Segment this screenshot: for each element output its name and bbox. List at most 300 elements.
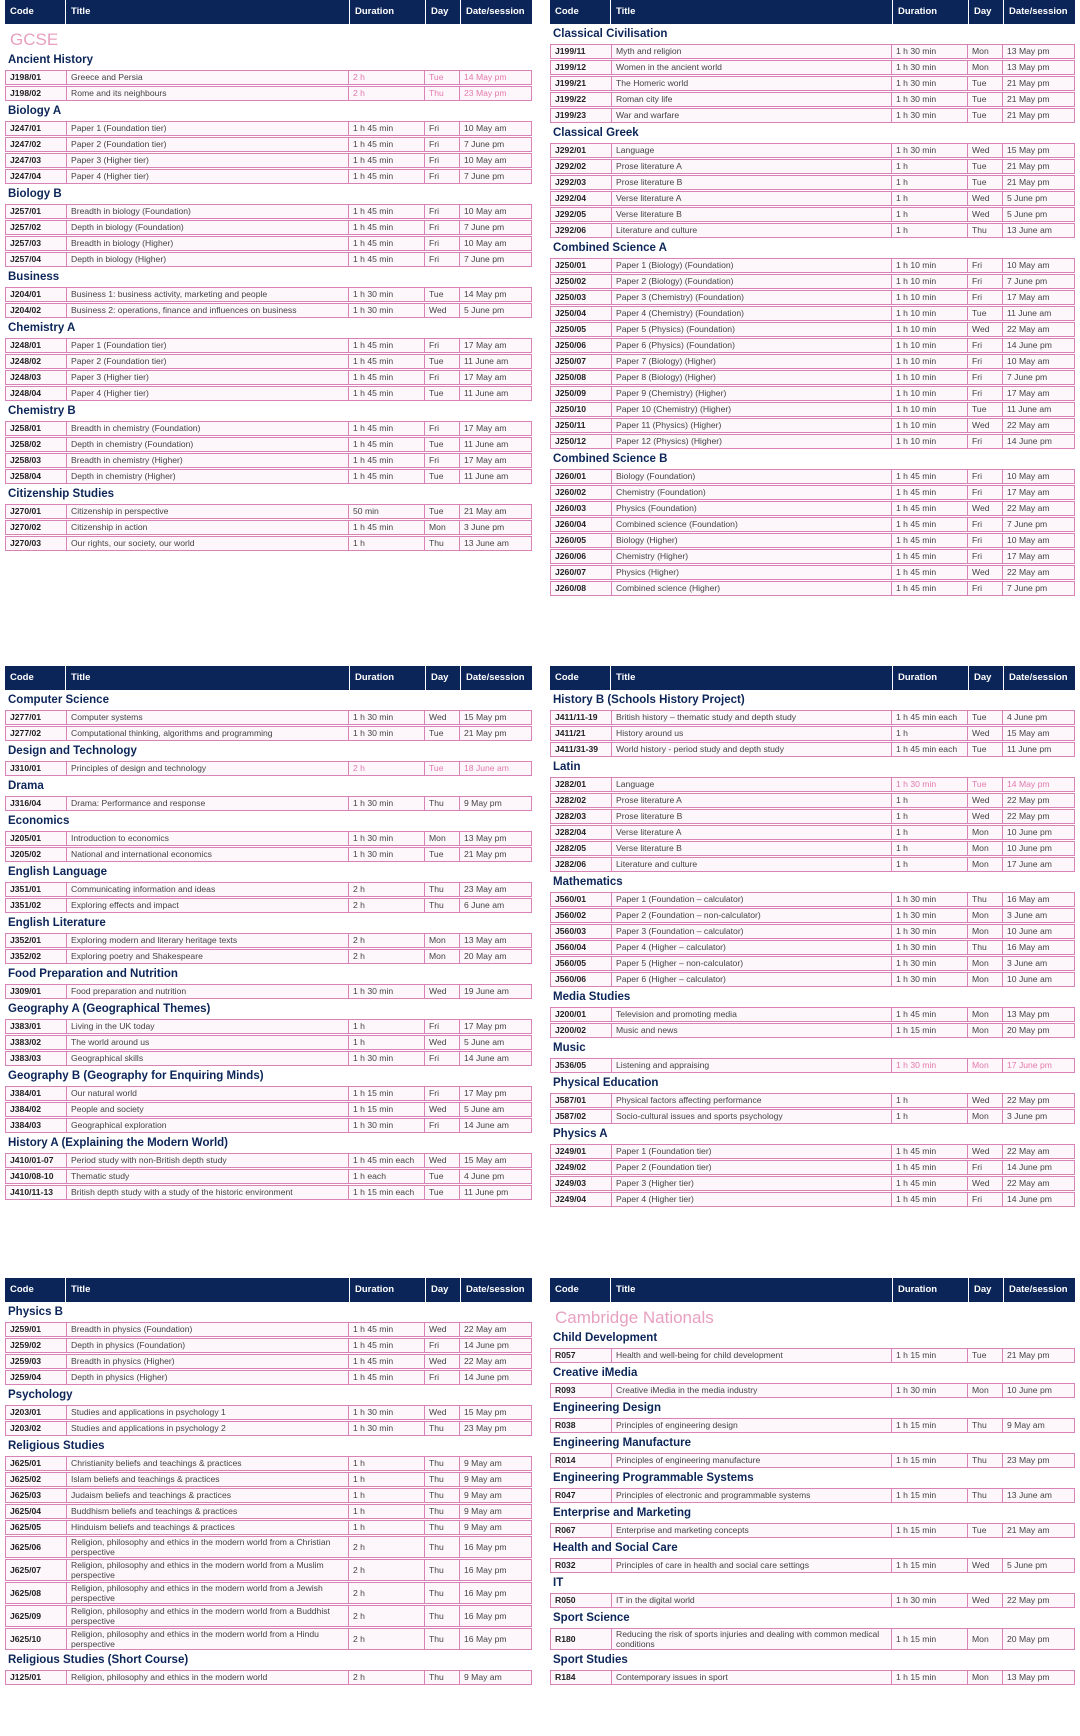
table-row bbox=[5, 882, 532, 897]
cell-day: Mon bbox=[424, 521, 459, 534]
cell-dur: 1 h 45 min bbox=[348, 371, 424, 384]
cell-day: Wed bbox=[424, 1323, 459, 1336]
cell-code: J250/11 bbox=[555, 420, 586, 430]
table-row bbox=[550, 207, 1075, 222]
cell-dur: 1 h 10 min bbox=[891, 275, 967, 288]
cell-date: 21 May pm bbox=[1002, 109, 1074, 122]
cell-code: J199/22 bbox=[555, 94, 587, 104]
cell-dur: 1 h 45 min bbox=[891, 534, 967, 547]
cell-day: Tue bbox=[424, 71, 459, 84]
cell-date: 16 May am bbox=[1002, 893, 1074, 906]
table-row bbox=[550, 940, 1075, 955]
table-row bbox=[550, 108, 1075, 123]
cell-title: Paper 10 (Chemistry) (Higher) bbox=[611, 403, 891, 416]
cell-title: Paper 2 (Foundation tier) bbox=[66, 355, 348, 368]
cell-title: Language bbox=[611, 144, 891, 157]
cell-code: J270/02 bbox=[10, 522, 42, 532]
cell-date: 18 June am bbox=[459, 762, 531, 775]
cell-date: 10 May am bbox=[459, 205, 531, 218]
cell-title: Hinduism beliefs and teachings & practices bbox=[66, 1521, 348, 1534]
cell-title: Roman city life bbox=[611, 93, 891, 106]
table-row bbox=[550, 892, 1075, 907]
subject-title: Health and Social Care bbox=[553, 1542, 678, 1554]
table-row bbox=[5, 933, 532, 948]
cell-title: British history – thematic study and depth study bbox=[611, 711, 891, 724]
subject-title: Engineering Programmable Systems bbox=[553, 1472, 754, 1484]
cell-dur: 1 h 45 min bbox=[348, 1355, 424, 1368]
subject-title: Religious Studies (Short Course) bbox=[8, 1654, 189, 1666]
cell-date: 14 May pm bbox=[459, 71, 531, 84]
cell-code: J536/05 bbox=[555, 1060, 587, 1070]
cell-title: Depth in biology (Higher) bbox=[66, 253, 348, 266]
cell-dur: 2 h bbox=[348, 934, 424, 947]
cell-code: J260/05 bbox=[555, 535, 587, 545]
table-row bbox=[550, 1007, 1075, 1022]
cell-dur: 1 h 15 min bbox=[891, 1024, 967, 1037]
cell-dur: 1 h bbox=[891, 1110, 967, 1123]
cell-dur: 1 h 45 min bbox=[891, 550, 967, 563]
cell-day: Tue bbox=[424, 438, 459, 451]
header-cell: Day bbox=[968, 666, 1003, 690]
cell-code: J292/03 bbox=[555, 177, 587, 187]
cell-day: Wed bbox=[424, 985, 459, 998]
timetable-panel bbox=[5, 0, 532, 552]
table-row bbox=[5, 1421, 532, 1436]
cell-code: R050 bbox=[555, 1595, 576, 1605]
cell-title: Paper 2 (Biology) (Foundation) bbox=[611, 275, 891, 288]
cell-date: 3 June pm bbox=[1002, 1110, 1074, 1123]
table-row bbox=[550, 1523, 1075, 1538]
cell-date: 11 June pm bbox=[1002, 743, 1074, 756]
header-cell: Day bbox=[968, 0, 1003, 24]
cell-code: J259/04 bbox=[10, 1372, 42, 1382]
cell-code: J260/04 bbox=[555, 519, 587, 529]
cell-day: Fri bbox=[424, 138, 459, 151]
header-cell: Code bbox=[10, 1284, 34, 1295]
cell-code: J250/12 bbox=[555, 436, 587, 446]
table-row bbox=[550, 710, 1075, 725]
cell-code: J250/10 bbox=[555, 404, 587, 414]
cell-day: Fri bbox=[967, 355, 1002, 368]
table-row bbox=[5, 1086, 532, 1101]
cell-day: Wed bbox=[967, 1559, 1002, 1572]
cell-day: Wed bbox=[424, 1406, 459, 1419]
cell-title: Rome and its neighbours bbox=[66, 87, 348, 100]
cell-day: Thu bbox=[424, 87, 459, 100]
subject-title: Combined Science B bbox=[553, 453, 668, 465]
cell-dur: 1 h 30 min bbox=[348, 711, 424, 724]
cell-dur: 1 h bbox=[891, 794, 967, 807]
cell-code: J248/04 bbox=[10, 388, 42, 398]
cell-code: J258/04 bbox=[10, 471, 42, 481]
cell-title: Introduction to economics bbox=[66, 832, 348, 845]
cell-date: 14 May pm bbox=[1002, 778, 1074, 791]
cell-dur: 1 h 45 min bbox=[348, 422, 424, 435]
cell-day: Mon bbox=[967, 957, 1002, 970]
cell-day: Wed bbox=[967, 1594, 1002, 1607]
cell-title: Physics (Foundation) bbox=[611, 502, 891, 515]
cell-day: Tue bbox=[424, 727, 459, 740]
table-row bbox=[5, 536, 532, 551]
table-row bbox=[5, 1536, 532, 1558]
cell-title: Islam beliefs and teachings & practices bbox=[66, 1473, 348, 1486]
cell-dur: 1 h 15 min bbox=[348, 1103, 424, 1116]
cell-dur: 1 h 45 min bbox=[891, 1145, 967, 1158]
cell-dur: 1 h 30 min bbox=[348, 848, 424, 861]
cell-date: 20 May am bbox=[459, 950, 531, 963]
table-row bbox=[5, 1153, 532, 1168]
cell-date: 9 May pm bbox=[459, 797, 531, 810]
cell-dur: 1 h 45 min bbox=[348, 470, 424, 483]
cell-dur: 1 h 30 min bbox=[348, 1406, 424, 1419]
cell-date: 9 May am bbox=[459, 1671, 531, 1684]
cell-dur: 1 h 30 min bbox=[891, 109, 967, 122]
cell-title: Prose literature B bbox=[611, 176, 891, 189]
cell-day: Thu bbox=[967, 893, 1002, 906]
cell-dur: 1 h bbox=[348, 537, 424, 550]
cell-day: Fri bbox=[967, 259, 1002, 272]
cell-title: Biology (Higher) bbox=[611, 534, 891, 547]
cell-code: J411/21 bbox=[555, 728, 586, 738]
cell-code: J247/01 bbox=[10, 123, 42, 133]
table-row bbox=[550, 549, 1075, 564]
cell-code: J250/09 bbox=[555, 388, 587, 398]
cell-day: Tue bbox=[424, 762, 459, 775]
header-cell: Day bbox=[968, 1278, 1003, 1302]
cell-date: 14 June pm bbox=[1002, 1161, 1074, 1174]
subject-title: Geography B (Geography for Enquiring Minds) bbox=[8, 1070, 264, 1082]
cell-title: Exploring effects and impact bbox=[66, 899, 348, 912]
cell-date: 10 June am bbox=[1002, 925, 1074, 938]
cell-date: 14 June am bbox=[459, 1052, 531, 1065]
table-row bbox=[5, 831, 532, 846]
cell-day: Fri bbox=[967, 470, 1002, 483]
cell-date: 10 May am bbox=[1002, 355, 1074, 368]
cell-day: Thu bbox=[424, 883, 459, 896]
cell-code: J260/07 bbox=[555, 567, 587, 577]
cell-dur: 1 h 10 min bbox=[891, 291, 967, 304]
cell-day: Mon bbox=[967, 1059, 1002, 1072]
table-row bbox=[550, 223, 1075, 238]
cell-day: Thu bbox=[424, 1537, 459, 1557]
cell-day: Mon bbox=[967, 858, 1002, 871]
table-row bbox=[550, 338, 1075, 353]
cell-day: Fri bbox=[424, 205, 459, 218]
cell-date: 21 May pm bbox=[1002, 1349, 1074, 1362]
table-row bbox=[5, 1019, 532, 1034]
cell-code: J257/03 bbox=[10, 238, 42, 248]
cell-date: 16 May am bbox=[1002, 941, 1074, 954]
cell-day: Thu bbox=[424, 797, 459, 810]
header-cell: Code bbox=[555, 6, 579, 17]
cell-date: 5 June pm bbox=[1002, 1559, 1074, 1572]
header-cell: Day bbox=[425, 1278, 460, 1302]
cell-title: Paper 8 (Biology) (Higher) bbox=[611, 371, 891, 384]
cell-date: 10 June pm bbox=[1002, 826, 1074, 839]
header-cell: Code bbox=[10, 672, 34, 683]
cell-day: Fri bbox=[424, 170, 459, 183]
subject-title: Creative iMedia bbox=[553, 1367, 638, 1379]
table-row bbox=[550, 501, 1075, 516]
timetable-panel bbox=[5, 1278, 532, 1686]
subject-title: Latin bbox=[553, 761, 581, 773]
table-row bbox=[5, 437, 532, 452]
cell-code: J249/02 bbox=[555, 1162, 587, 1172]
table-row bbox=[5, 761, 532, 776]
cell-title: Verse literature A bbox=[611, 192, 891, 205]
cell-dur: 2 h bbox=[348, 899, 424, 912]
table-row bbox=[550, 956, 1075, 971]
cell-code: J259/02 bbox=[10, 1340, 42, 1350]
table-row bbox=[550, 143, 1075, 158]
cell-title: British depth study with a study of the historic environment bbox=[66, 1186, 348, 1199]
table-row bbox=[5, 847, 532, 862]
cell-date: 22 May am bbox=[1002, 502, 1074, 515]
cell-dur: 1 h 45 min bbox=[348, 138, 424, 151]
cell-code: R047 bbox=[555, 1490, 576, 1500]
table-row bbox=[550, 1670, 1075, 1685]
table-row bbox=[550, 1023, 1075, 1038]
subject-title: Computer Science bbox=[8, 694, 109, 706]
cell-code: J258/02 bbox=[10, 439, 42, 449]
table-row bbox=[550, 1383, 1075, 1398]
table-row bbox=[5, 1354, 532, 1369]
cell-code: J203/02 bbox=[10, 1423, 42, 1433]
cell-date: 14 June pm bbox=[459, 1371, 531, 1384]
cell-title: IT in the digital world bbox=[611, 1594, 891, 1607]
cell-date: 9 May am bbox=[459, 1505, 531, 1518]
cell-code: J292/06 bbox=[555, 225, 587, 235]
cell-date: 14 June pm bbox=[459, 1339, 531, 1352]
cell-dur: 1 h 15 min each bbox=[348, 1186, 424, 1199]
cell-code: J250/01 bbox=[555, 260, 587, 270]
cell-day: Mon bbox=[967, 1024, 1002, 1037]
cell-code: J198/02 bbox=[10, 88, 42, 98]
cell-date: 22 May am bbox=[1002, 323, 1074, 336]
table-row bbox=[5, 1605, 532, 1627]
cell-code: R093 bbox=[555, 1385, 576, 1395]
cell-code: J292/05 bbox=[555, 209, 587, 219]
cell-code: J316/04 bbox=[10, 798, 42, 808]
cell-code: J249/03 bbox=[555, 1178, 587, 1188]
cell-day: Fri bbox=[424, 1052, 459, 1065]
cell-code: J282/03 bbox=[555, 811, 587, 821]
cell-code: J625/04 bbox=[10, 1506, 42, 1516]
cell-code: J292/04 bbox=[555, 193, 587, 203]
cell-title: Paper 3 (Foundation – calculator) bbox=[611, 925, 891, 938]
table-row bbox=[550, 402, 1075, 417]
cell-title: Depth in chemistry (Higher) bbox=[66, 470, 348, 483]
cell-date: 11 June am bbox=[459, 355, 531, 368]
cell-date: 7 June pm bbox=[1002, 518, 1074, 531]
cell-code: J292/01 bbox=[555, 145, 587, 155]
cell-code: J250/07 bbox=[555, 356, 587, 366]
cell-date: 11 June pm bbox=[459, 1186, 531, 1199]
cell-day: Mon bbox=[967, 1110, 1002, 1123]
cell-day: Tue bbox=[424, 387, 459, 400]
cell-code: J560/05 bbox=[555, 958, 587, 968]
table-row bbox=[550, 1453, 1075, 1468]
cell-date: 14 May pm bbox=[459, 288, 531, 301]
subject-title: Economics bbox=[8, 815, 70, 827]
cell-day: Mon bbox=[967, 1671, 1002, 1684]
header-cell: Duration bbox=[892, 666, 968, 690]
cell-code: J204/01 bbox=[10, 289, 42, 299]
subject-title: Media Studies bbox=[553, 991, 631, 1003]
cell-day: Mon bbox=[967, 909, 1002, 922]
header-cell: Date/session bbox=[460, 1278, 532, 1302]
cell-date: 17 May am bbox=[1002, 550, 1074, 563]
cell-title: Contemporary issues in sport bbox=[611, 1671, 891, 1684]
table-row bbox=[5, 469, 532, 484]
subject-title: History B (Schools History Project) bbox=[553, 694, 745, 706]
cell-dur: 1 h 15 min bbox=[891, 1419, 967, 1432]
cell-title: Literature and culture bbox=[611, 858, 891, 871]
cell-code: J205/01 bbox=[10, 833, 42, 843]
cell-date: 10 May am bbox=[1002, 470, 1074, 483]
cell-dur: 1 h 45 min bbox=[348, 521, 424, 534]
subject-title: Engineering Design bbox=[553, 1402, 661, 1414]
cell-date: 16 May pm bbox=[459, 1583, 531, 1603]
cell-title: Television and promoting media bbox=[611, 1008, 891, 1021]
table-row bbox=[5, 1118, 532, 1133]
cell-day: Thu bbox=[967, 1489, 1002, 1502]
table-row bbox=[5, 70, 532, 85]
header-cell: Code bbox=[555, 1284, 579, 1295]
cell-day: Wed bbox=[967, 810, 1002, 823]
table-row bbox=[5, 1520, 532, 1535]
cell-title: Physics (Higher) bbox=[611, 566, 891, 579]
cell-dur: 1 h 45 min bbox=[348, 1371, 424, 1384]
cell-day: Mon bbox=[967, 826, 1002, 839]
cell-title: Paper 4 (Higher tier) bbox=[611, 1193, 891, 1206]
cell-title: Christianity beliefs and teachings & practices bbox=[66, 1457, 348, 1470]
table-row bbox=[550, 418, 1075, 433]
cell-day: Thu bbox=[967, 1454, 1002, 1467]
cell-date: 10 June pm bbox=[1002, 1384, 1074, 1397]
cell-title: Our rights, our society, our world bbox=[66, 537, 348, 550]
cell-dur: 1 h 30 min bbox=[891, 973, 967, 986]
table-row bbox=[550, 354, 1075, 369]
cell-title: Depth in chemistry (Foundation) bbox=[66, 438, 348, 451]
cell-dur: 1 h 45 min bbox=[348, 454, 424, 467]
cell-date: 15 May pm bbox=[1002, 144, 1074, 157]
cell-title: Paper 1 (Foundation tier) bbox=[611, 1145, 891, 1158]
cell-day: Wed bbox=[967, 208, 1002, 221]
cell-dur: 1 h 45 min bbox=[348, 154, 424, 167]
table-row bbox=[550, 191, 1075, 206]
cell-dur: 1 h 30 min bbox=[891, 941, 967, 954]
cell-code: J351/02 bbox=[10, 900, 42, 910]
cell-date: 22 May pm bbox=[1002, 1094, 1074, 1107]
table-row bbox=[550, 76, 1075, 91]
cell-dur: 1 h 10 min bbox=[891, 371, 967, 384]
cell-code: J125/01 bbox=[10, 1672, 42, 1682]
cell-title: Paper 11 (Physics) (Higher) bbox=[611, 419, 891, 432]
cell-day: Fri bbox=[967, 582, 1002, 595]
cell-title: Paper 6 (Physics) (Foundation) bbox=[611, 339, 891, 352]
cell-date: 5 June pm bbox=[1002, 208, 1074, 221]
cell-title: Citizenship in perspective bbox=[66, 505, 348, 518]
cell-code: J200/01 bbox=[555, 1009, 587, 1019]
header-cell: Title bbox=[65, 0, 349, 24]
cell-day: Wed bbox=[967, 1094, 1002, 1107]
header-cell: Date/session bbox=[460, 666, 532, 690]
cell-dur: 1 h 30 min bbox=[891, 61, 967, 74]
table-row bbox=[5, 137, 532, 152]
cell-day: Wed bbox=[967, 419, 1002, 432]
cell-code: R067 bbox=[555, 1525, 576, 1535]
cell-code: J352/01 bbox=[10, 935, 42, 945]
cell-code: J259/03 bbox=[10, 1356, 42, 1366]
cell-title: Paper 4 (Higher tier) bbox=[66, 387, 348, 400]
cell-dur: 1 h bbox=[891, 858, 967, 871]
cell-code: J384/03 bbox=[10, 1120, 42, 1130]
cell-title: Physical factors affecting performance bbox=[611, 1094, 891, 1107]
cell-code: J270/03 bbox=[10, 538, 42, 548]
table-row bbox=[550, 825, 1075, 840]
cell-code: J282/04 bbox=[555, 827, 587, 837]
cell-day: Tue bbox=[967, 1349, 1002, 1362]
cell-date: 15 May am bbox=[459, 1154, 531, 1167]
cell-title: Myth and religion bbox=[611, 45, 891, 58]
cell-code: R038 bbox=[555, 1420, 576, 1430]
cell-code: J198/01 bbox=[10, 72, 42, 82]
section-title: GCSE bbox=[10, 30, 59, 49]
table-row bbox=[5, 1559, 532, 1581]
table-header bbox=[5, 666, 532, 690]
cell-title: Religion, philosophy and ethics in the modern world from a Hindu perspective bbox=[66, 1629, 348, 1649]
cell-title: Religion, philosophy and ethics in the modern world from a Buddhist perspective bbox=[66, 1606, 348, 1626]
cell-day: Tue bbox=[424, 1170, 459, 1183]
cell-day: Fri bbox=[967, 275, 1002, 288]
cell-code: J204/02 bbox=[10, 305, 42, 315]
table-row bbox=[550, 857, 1075, 872]
subject-title: Sport Science bbox=[553, 1612, 630, 1624]
table-row bbox=[5, 1628, 532, 1650]
cell-dur: 1 h bbox=[891, 208, 967, 221]
cell-day: Mon bbox=[424, 934, 459, 947]
cell-day: Tue bbox=[967, 176, 1002, 189]
cell-day: Wed bbox=[424, 1036, 459, 1049]
cell-dur: 1 h 45 min bbox=[348, 387, 424, 400]
cell-day: Fri bbox=[967, 371, 1002, 384]
cell-day: Thu bbox=[424, 1422, 459, 1435]
cell-dur: 1 h bbox=[891, 842, 967, 855]
table-row bbox=[550, 908, 1075, 923]
table-row bbox=[550, 809, 1075, 824]
cell-day: Wed bbox=[424, 1154, 459, 1167]
cell-dur: 1 h 15 min bbox=[891, 1489, 967, 1502]
cell-dur: 1 h 30 min bbox=[348, 288, 424, 301]
cell-code: J249/04 bbox=[555, 1194, 587, 1204]
table-row bbox=[550, 1418, 1075, 1433]
table-row bbox=[550, 972, 1075, 987]
cell-date: 15 May pm bbox=[459, 1406, 531, 1419]
subject-title: Chemistry B bbox=[8, 405, 76, 417]
cell-dur: 2 h bbox=[348, 1537, 424, 1557]
cell-date: 11 June am bbox=[1002, 403, 1074, 416]
subject-title: Citizenship Studies bbox=[8, 488, 115, 500]
cell-title: Paper 4 (Chemistry) (Foundation) bbox=[611, 307, 891, 320]
cell-date: 17 May am bbox=[459, 339, 531, 352]
cell-day: Fri bbox=[967, 550, 1002, 563]
cell-day: Fri bbox=[967, 1193, 1002, 1206]
cell-title: Literature and culture bbox=[611, 224, 891, 237]
cell-day: Thu bbox=[967, 1419, 1002, 1432]
cell-title: Food preparation and nutrition bbox=[66, 985, 348, 998]
cell-date: 13 May pm bbox=[1002, 1671, 1074, 1684]
